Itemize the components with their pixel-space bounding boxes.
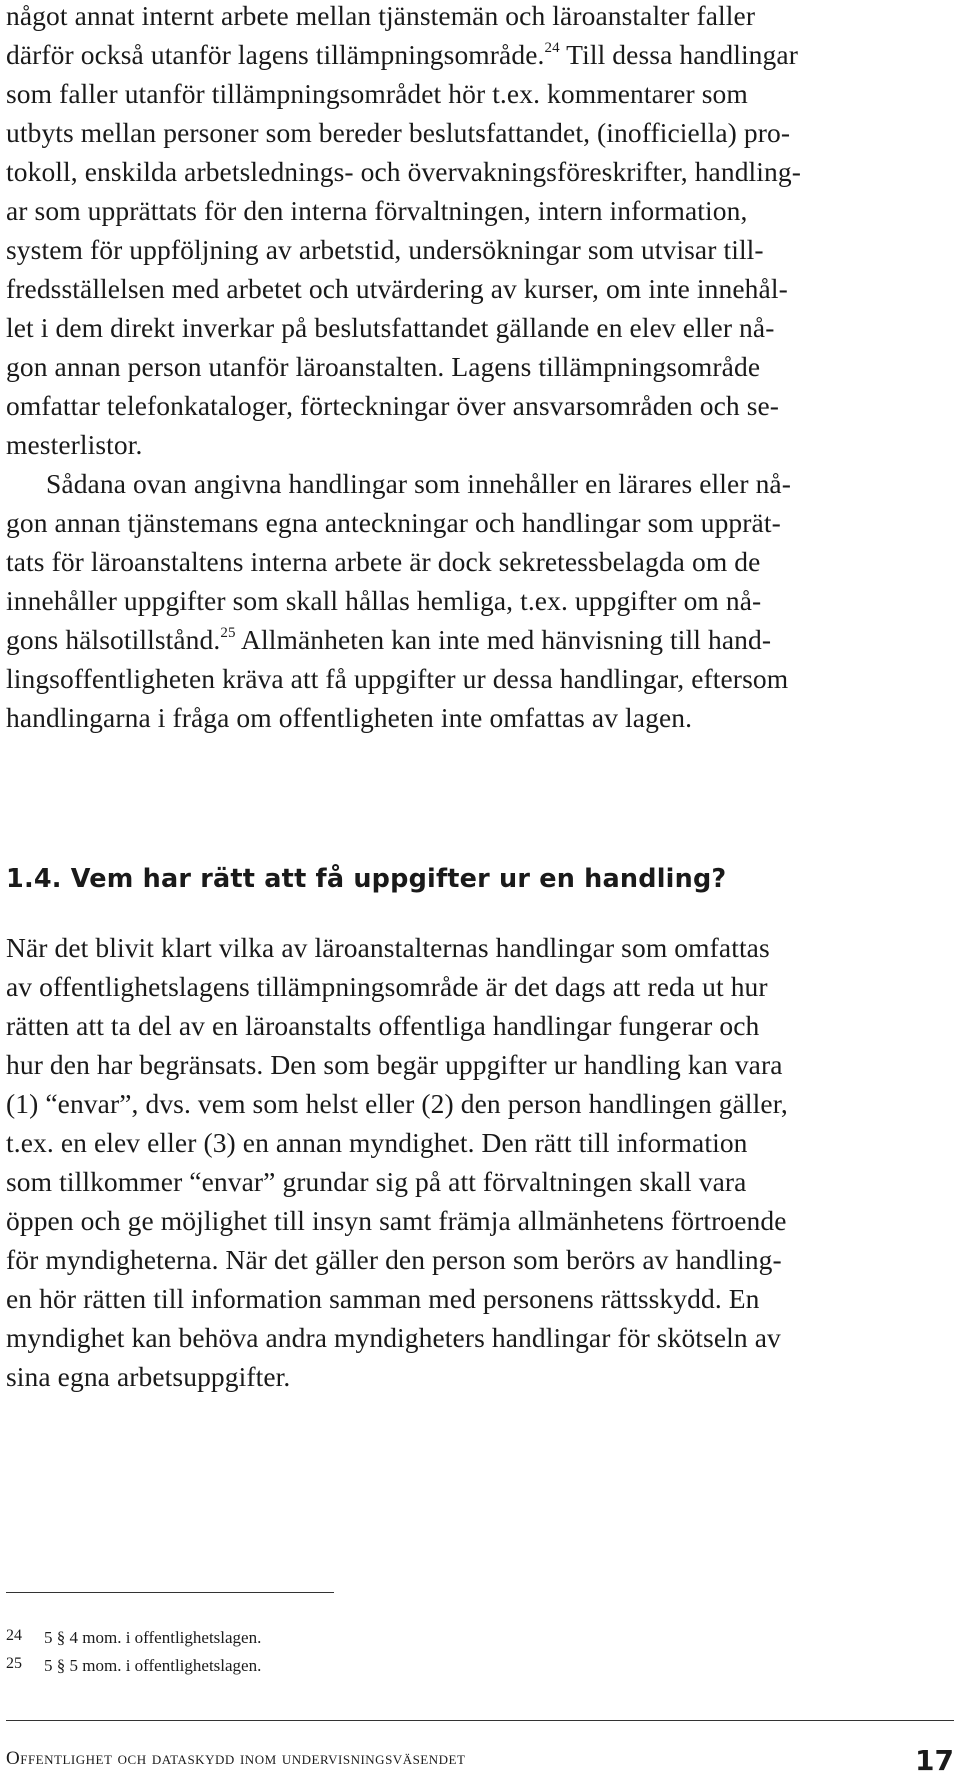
text-line: gon annan person utanför läroanstalten. Lagens tillämpningsområde: [6, 351, 761, 382]
footnote: [6, 1656, 261, 1676]
text-line: tats för läroanstaltens interna arbete är dock sekretessbelagda om de: [6, 546, 761, 577]
footnote: [6, 1628, 261, 1648]
footnote-ref[interactable]: 24: [544, 40, 560, 56]
text-line: fredsställelsen med arbetet och utvärdering av kurser, om inte innehål-: [6, 273, 788, 304]
text-line: därför också utanför lagens tillämpningsområde.$^{24}$ Till dessa handlingar: [6, 39, 798, 70]
text-line: (1) “envar”, dvs. vem som helst eller (2) den person handlingen gäller,: [6, 1088, 788, 1119]
page-number: 17: [915, 1744, 954, 1777]
footnote-divider: [6, 1592, 334, 1593]
text-line: som faller utanför tillämpningsområdet hör t.ex. kommentarer som: [6, 78, 748, 109]
footnote-text: 5 § 4 mom. i offentlighetslagen.: [44, 1628, 262, 1647]
text-line: för myndigheterna. När det gäller den person som berörs av handling-: [6, 1244, 782, 1275]
footnote-ref[interactable]: 25: [220, 625, 236, 641]
text-line: sina egna arbetsuppgifter.: [6, 1361, 291, 1392]
text-line: myndighet kan behöva andra myndigheters handlingar för skötseln av: [6, 1322, 781, 1353]
text-line: t.ex. en elev eller (3) en annan myndighet. Den rätt till information: [6, 1127, 748, 1158]
text-line: När det blivit klart vilka av läroanstalternas handlingar som omfattas: [6, 932, 770, 963]
text-line: öppen och ge möjlighet till insyn samt främja allmänhetens förtroende: [6, 1205, 787, 1236]
text-line: av offentlighetslagens tillämpningsområde är det dags att reda ut hur: [6, 971, 768, 1002]
footnote-number: 24: [6, 1627, 22, 1644]
text-line: omfattar telefonkataloger, förteckningar över ansvarsområden och se-: [6, 390, 780, 421]
footer-divider: [6, 1720, 954, 1721]
text-line: en hör rätten till information samman med personens rättsskydd. En: [6, 1283, 760, 1314]
text-line: let i dem direkt inverkar på beslutsfattandet gällande en elev eller nå-: [6, 312, 775, 343]
footnote-number: 25: [6, 1655, 22, 1672]
text-line: Sådana ovan angivna handlingar som innehåller en lärares eller nå-: [46, 468, 791, 499]
text-line: som tillkommer “envar” grundar sig på att förvaltningen skall vara: [6, 1166, 747, 1197]
text-line: lingsoffentligheten kräva att få uppgifter ur dessa handlingar, eftersom: [6, 663, 789, 694]
text-line: rätten att ta del av en läroanstalts offentliga handlingar fungerar och: [6, 1010, 760, 1041]
text-line: hur den har begränsats. Den som begär uppgifter ur handling kan vara: [6, 1049, 783, 1080]
text-line: handlingarna i fråga om offentligheten inte omfattas av lagen.: [6, 702, 693, 733]
text-line: tokoll, enskilda arbetslednings- och övervakningsföreskrifter, handling-: [6, 156, 801, 187]
text-line: något annat internt arbete mellan tjänstemän och läroanstalter faller: [6, 0, 756, 31]
text-line: ar som upprättats för den interna förvaltningen, intern information,: [6, 195, 748, 226]
section-heading: 1.4. Vem har rätt att få uppgifter ur en handling?: [6, 864, 727, 894]
text-line: mesterlistor.: [6, 429, 143, 460]
text-line: gon annan tjänstemans egna anteckningar och handlingar som upprät-: [6, 507, 781, 538]
running-footer-title: Offentlighet och dataskydd inom undervisningsväsendet: [6, 1748, 466, 1769]
text-line: system för uppföljning av arbetstid, undersökningar som utvisar till-: [6, 234, 764, 265]
text-line: gons hälsotillstånd.$^{25}$ Allmänheten kan inte med hänvisning till hand-: [6, 624, 772, 655]
text-line: utbyts mellan personer som bereder beslutsfattandet, (inofficiella) pro-: [6, 117, 791, 148]
footnote-text: 5 § 5 mom. i offentlighetslagen.: [44, 1656, 262, 1675]
text-line: innehåller uppgifter som skall hållas hemliga, t.ex. uppgifter om nå-: [6, 585, 762, 616]
